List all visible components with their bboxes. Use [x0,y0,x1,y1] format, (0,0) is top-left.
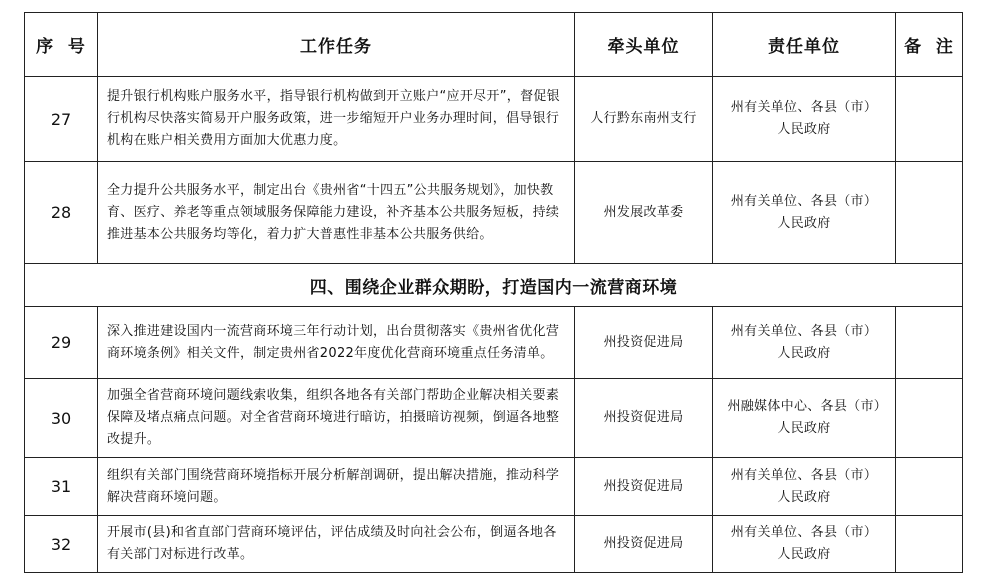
row-responsible-unit: 州融媒体中心、各县（市）人民政府 [713,379,896,458]
section-heading: 四、围绕企业群众期盼，打造国内一流营商环境 [25,264,963,307]
row-task: 加强全省营商环境问题线索收集，组织各地各有关部门帮助企业解决相关要素保障及堵点痛点问题。对全省营商环境进行暗访，拍摄暗访视频，倒逼各地整改提升。 [98,379,575,458]
row-number: 29 [25,307,98,379]
row-lead-unit: 州发展改革委 [575,162,713,264]
header-lead-unit: 牵头单位 [575,13,713,77]
row-responsible-unit: 州有关单位、各县（市）人民政府 [713,162,896,264]
table-row [25,516,963,573]
table-row [25,162,963,264]
row-task: 组织有关部门围绕营商环境指标开展分析解剖调研，提出解决措施，推动科学解决营商环境问题。 [98,458,575,516]
header-remark: 备 注 [896,13,963,77]
row-lead-unit: 州投资促进局 [575,516,713,573]
table-row [25,77,963,162]
table-header-row [25,13,963,77]
row-lead-unit: 州投资促进局 [575,307,713,379]
table-row [25,458,963,516]
row-task: 提升银行机构账户服务水平，指导银行机构做到开立账户“应开尽开”，督促银行机构尽快落实简易开户服务政策，进一步缩短开户业务办理时间，倡导银行机构在账户相关费用方面加大优惠力度。 [98,77,575,162]
row-number: 27 [25,77,98,162]
row-remark [896,458,963,516]
row-lead-unit: 州投资促进局 [575,458,713,516]
table-row [25,307,963,379]
row-remark [896,516,963,573]
row-number: 30 [25,379,98,458]
table-row [25,379,963,458]
task-table [24,12,963,573]
row-responsible-unit: 州有关单位、各县（市）人民政府 [713,516,896,573]
row-lead-unit: 州投资促进局 [575,379,713,458]
row-number: 32 [25,516,98,573]
header-task: 工作任务 [98,13,575,77]
row-number: 28 [25,162,98,264]
row-remark [896,379,963,458]
row-remark [896,77,963,162]
row-remark [896,307,963,379]
row-responsible-unit: 州有关单位、各县（市）人民政府 [713,307,896,379]
header-responsible-unit: 责任单位 [713,13,896,77]
row-task: 开展市(县)和省直部门营商环境评估，评估成绩及时向社会公布，倒逼各地各有关部门对标进行改革。 [98,516,575,573]
row-task: 全力提升公共服务水平，制定出台《贵州省“十四五”公共服务规划》，加快教育、医疗、养老等重点领域服务保障能力建设，补齐基本公共服务短板，持续推进基本公共服务均等化，着力扩大普惠性非基本公共服务供给。 [98,162,575,264]
row-number: 31 [25,458,98,516]
row-lead-unit: 人行黔东南州支行 [575,77,713,162]
header-no: 序 号 [25,13,98,77]
task-table-container [24,12,962,573]
row-responsible-unit: 州有关单位、各县（市）人民政府 [713,458,896,516]
section-row [25,264,963,307]
row-remark [896,162,963,264]
row-responsible-unit: 州有关单位、各县（市）人民政府 [713,77,896,162]
row-task: 深入推进建设国内一流营商环境三年行动计划，出台贯彻落实《贵州省优化营商环境条例》相关文件，制定贵州省2022年度优化营商环境重点任务清单。 [98,307,575,379]
